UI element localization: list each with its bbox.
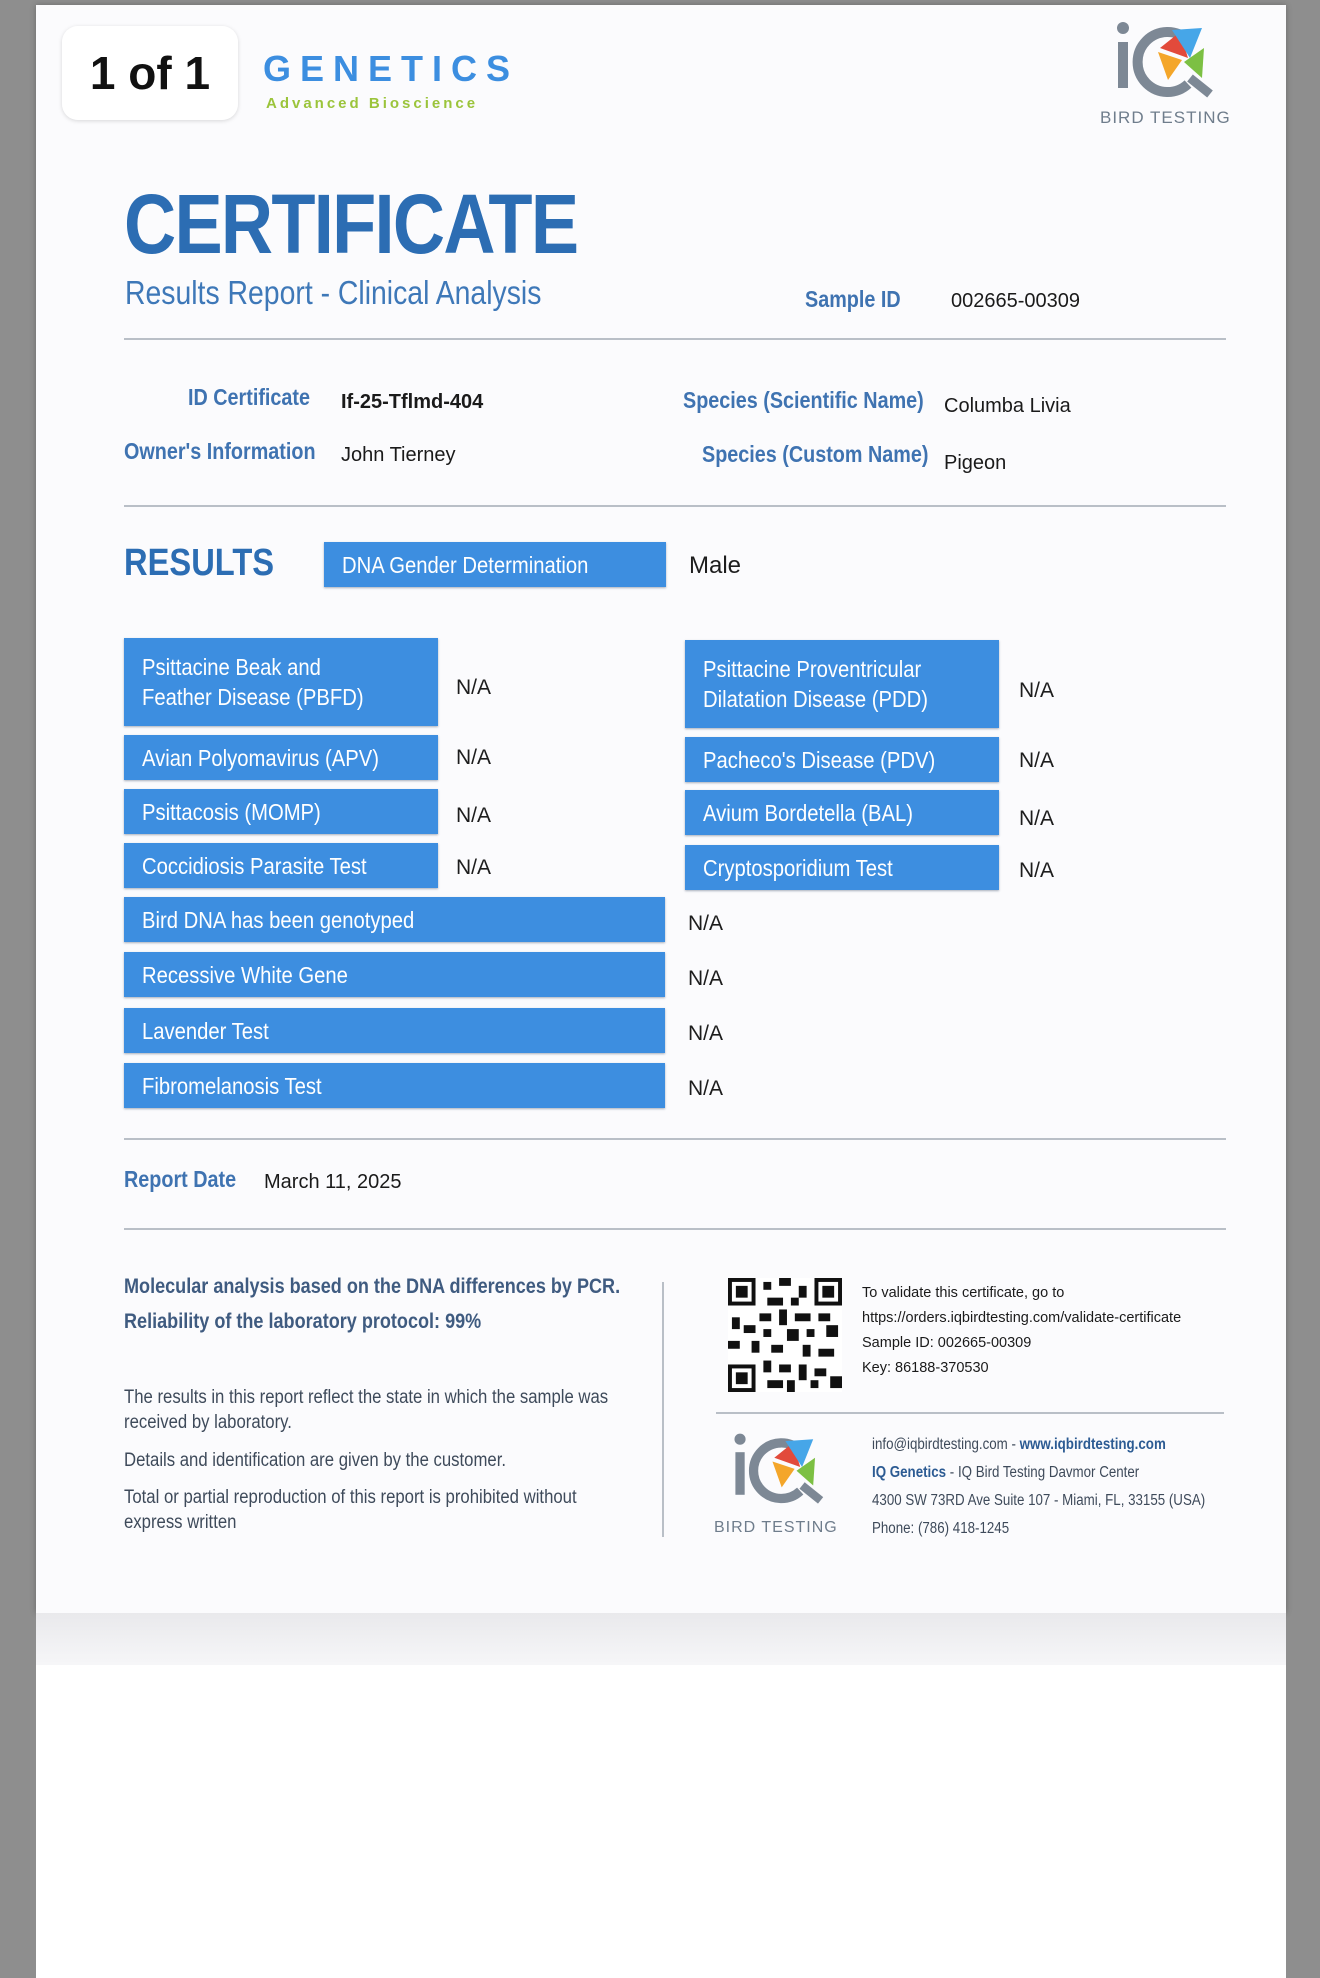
test-momp: Psittacosis (MOMP): [124, 789, 438, 834]
id-certificate-label: ID Certificate: [188, 384, 311, 410]
result-pdd: N/A: [1019, 679, 1055, 702]
divider: [124, 338, 1226, 340]
contact-line: [872, 1436, 1166, 1454]
gender-test-label: DNA Gender Determination: [324, 542, 666, 587]
result-coccidiosis: N/A: [456, 856, 492, 879]
report-date-label: Report Date: [124, 1166, 237, 1192]
species-custom-value: Pigeon: [944, 452, 1007, 474]
divider: [124, 505, 1226, 507]
company-center: - IQ Bird Testing Davmor Center: [946, 1464, 1140, 1481]
certificate-subtitle: Results Report - Clinical Analysis: [125, 274, 542, 311]
result-apv: N/A: [456, 746, 492, 769]
page-edge: [36, 1613, 1286, 1665]
test-fibromelanosis: Fibromelanosis Test: [124, 1063, 665, 1108]
results-heading: RESULTS: [124, 542, 275, 584]
logo-caption: BIRD TESTING: [1100, 108, 1231, 127]
result-genotyped: N/A: [688, 912, 724, 935]
test-pbfd: Psittacine Beak and Feather Disease (PBFD): [124, 638, 438, 726]
company-name: IQ Genetics: [872, 1464, 947, 1481]
test-genotyped: Bird DNA has been genotyped: [124, 897, 665, 942]
species-custom-label: Species (Custom Name): [702, 441, 929, 467]
divider: [124, 1228, 1226, 1230]
footer-divider: [662, 1282, 664, 1537]
footer-rule: [716, 1412, 1224, 1414]
qr-code-icon: [728, 1278, 842, 1392]
brand-tagline: Advanced Bioscience: [266, 95, 479, 112]
blank-area: [36, 1665, 1286, 1978]
method-line-2: Reliability of the laboratory protocol: 99%: [124, 1310, 482, 1333]
id-certificate-value: If-25-Tflmd-404: [341, 391, 484, 413]
report-date-value: March 11, 2025: [264, 1171, 402, 1193]
test-cryptosporidium: Cryptosporidium Test: [685, 845, 999, 890]
disclaimer-1: The results in this report reflect the state in which the sample was received by laboratory.: [124, 1387, 609, 1433]
brand-name: GENETICS: [263, 48, 520, 89]
sample-id-value: 002665-00309: [951, 290, 1081, 312]
result-fibromelanosis: N/A: [688, 1077, 724, 1100]
owner-value: John Tierney: [341, 444, 456, 466]
result-momp: N/A: [456, 804, 492, 827]
result-pdv: N/A: [1019, 749, 1055, 772]
result-bal: N/A: [1019, 807, 1055, 830]
test-pdv: Pacheco's Disease (PDV): [685, 737, 999, 782]
company-line: [872, 1464, 1139, 1482]
validate-key: Key: 86188-370530: [862, 1360, 989, 1376]
company-address: 4300 SW 73RD Ave Suite 107 - Miami, FL, 33155 (USA): [872, 1492, 1206, 1509]
species-scientific-value: Columba Livia: [944, 395, 1071, 417]
disclaimer-2: Details and identification are given by the customer.: [124, 1450, 506, 1471]
test-apv: Avian Polyomavirus (APV): [124, 735, 438, 780]
footer-logo-caption: BIRD TESTING: [714, 1519, 838, 1536]
sample-id-label: Sample ID: [805, 286, 901, 312]
gender-result: Male: [689, 552, 742, 579]
contact-email[interactable]: info@iqbirdtesting.com: [872, 1436, 1008, 1453]
result-pbfd: N/A: [456, 676, 492, 699]
contact-website[interactable]: www.iqbirdtesting.com: [1019, 1436, 1166, 1453]
validate-url[interactable]: https://orders.iqbirdtesting.com/validate-certificate: [862, 1310, 1182, 1326]
result-recessive-white: N/A: [688, 967, 724, 990]
divider: [124, 1138, 1226, 1140]
page-indicator: 1 of 1: [62, 26, 238, 120]
result-lavender: N/A: [688, 1022, 724, 1045]
method-line-1: Molecular analysis based on the DNA differences by PCR.: [124, 1275, 621, 1298]
test-lavender: Lavender Test: [124, 1008, 665, 1053]
test-bal: Avium Bordetella (BAL): [685, 790, 999, 835]
iq-footer-logo-icon: [728, 1426, 828, 1508]
species-scientific-label: Species (Scientific Name): [683, 387, 924, 413]
certificate-title: CERTIFICATE: [124, 177, 578, 271]
owner-label: Owner's Information: [124, 438, 316, 464]
test-recessive-white: Recessive White Gene: [124, 952, 665, 997]
test-coccidiosis: Coccidiosis Parasite Test: [124, 843, 438, 888]
disclaimer-3: Total or partial reproduction of this report is prohibited without express written: [124, 1487, 577, 1533]
test-pdd: Psittacine Proventricular Dilatation Disease (PDD): [685, 640, 999, 728]
company-phone: Phone: (786) 418-1245: [872, 1520, 1010, 1537]
iq-logo-icon: [1110, 18, 1218, 98]
validate-instructions: To validate this certificate, go to: [862, 1285, 1065, 1301]
result-cryptosporidium: N/A: [1019, 859, 1055, 882]
contact-separator: -: [1007, 1436, 1020, 1453]
validate-sample-id: Sample ID: 002665-00309: [862, 1335, 1032, 1351]
